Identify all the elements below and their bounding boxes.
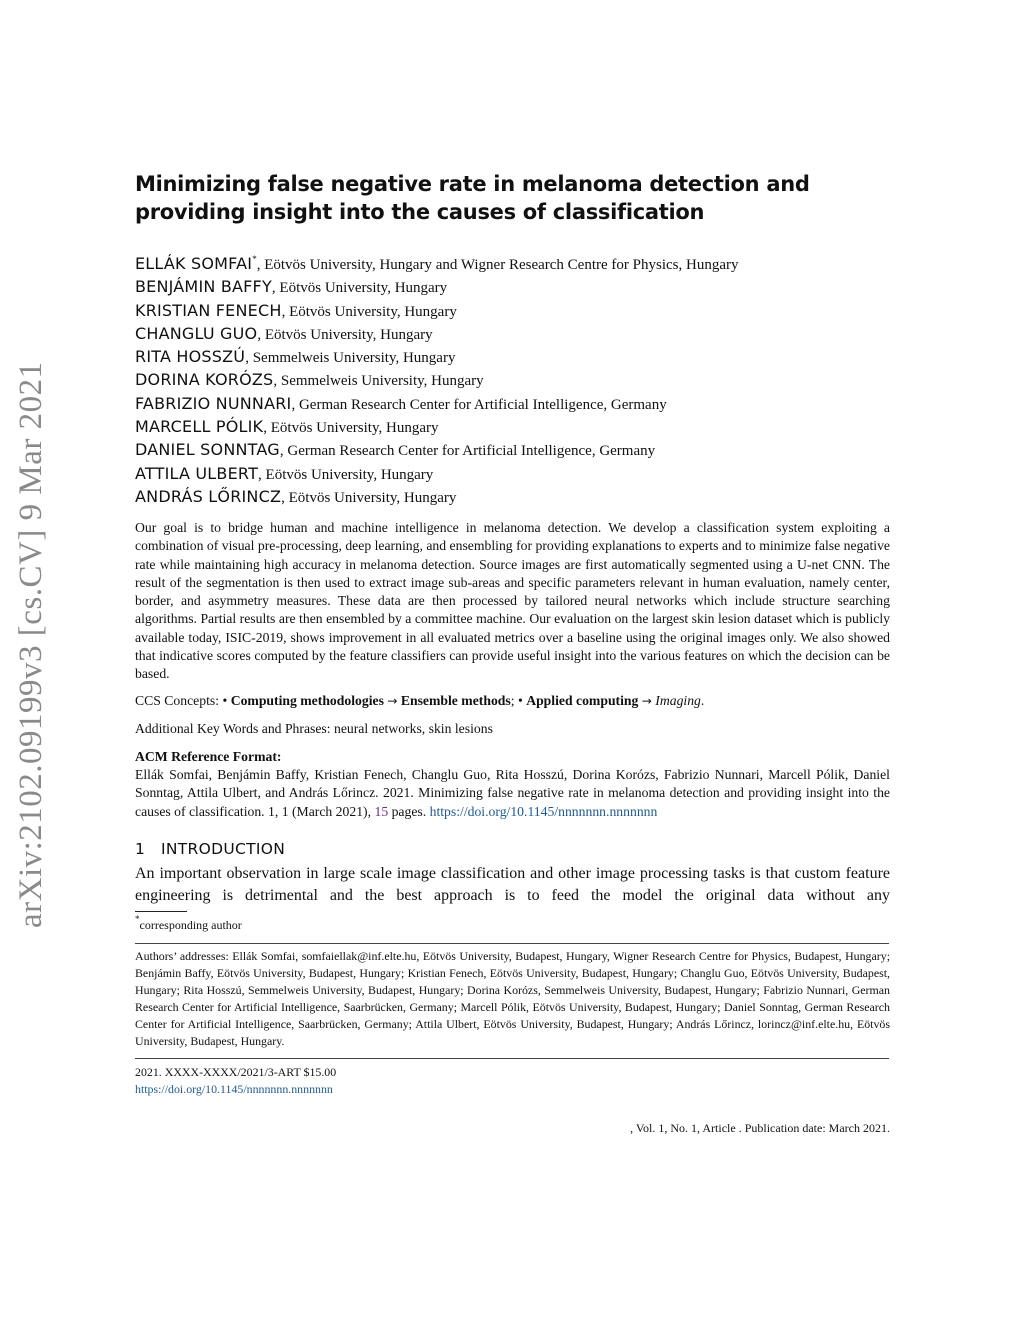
author-name: CHANGLU GUO (135, 323, 258, 343)
author-entry (135, 345, 890, 368)
author-entry (135, 485, 890, 508)
doi-link[interactable]: https://doi.org/10.1145/nnnnnnn.nnnnnnn (429, 803, 658, 819)
author-list (135, 252, 890, 508)
author-affiliation: , Semmelweis University, Hungary (245, 350, 456, 367)
abstract: Our goal is to bridge human and machine intelligence in melanoma detection. We develop a classification system exploiting a combination of visual pre-processing, deep learning, and ensembling for providing explanations to experts and to minimize false negative rate while maintaining high accuracy in melanoma detection. Source images are first automatically segmented using a U-net CNN. The result of the segmentation is then used to extract image sub-areas and specific parameters relevant in human evaluation, namely center, border, and asymmetry measures. These data are then processed by tailored neural networks which include structure searching algorithms. Partial results are then ensembled by a committee machine. Our evaluation on the largest skin lesion dataset which is publicly available today, ISIC-2019, shows improvement in all evaluated metrics over a baseline using the original images only. We also showed that indicative scores computed by the feature classifiers can provide useful insight into the various features on which the decision can be based. (135, 520, 890, 682)
footnote-text: corresponding author (139, 918, 242, 932)
author-entry (135, 275, 890, 298)
author-entry (135, 322, 890, 345)
ccs-term: Imaging (655, 693, 701, 708)
footnote (135, 914, 890, 933)
author-entry (135, 252, 890, 275)
author-name: MARCELL PÓLIK (135, 417, 264, 437)
ccs-label: CCS Concepts: (135, 693, 223, 708)
arxiv-identifier: arXiv:2102.09199v3 [cs.CV] 9 Mar 2021 (13, 361, 49, 928)
ccs-bullet: • (517, 693, 523, 708)
author-entry (135, 462, 890, 485)
author-name: ANDRÁS LŐRINCZ (135, 486, 282, 506)
publication-info: , Vol. 1, No. 1, Article . Publication date: March 2021. (630, 1121, 890, 1135)
arrow-icon: → (641, 694, 652, 708)
reference-text: Ellák Somfai, Benjámin Baffy, Kristian Fenech, Changlu Guo, Rita Hosszú, Dorina Korózs, Fabrizio Nunnari, Marcell Pólik, Daniel Sonntag, Attila Ulbert, and András Lőrincz. 2021. Minimizing false negative rate in melanoma detection and providing insight into the causes of classification. 1, 1 (March 2021), (135, 767, 890, 819)
author-affiliation: , Semmelweis University, Hungary (273, 373, 484, 390)
introduction-text: An important observation in large scale image classification and other image processing tasks is that custom feature engineering is detrimental and the best approach is to feed the model the original data without any (135, 865, 890, 904)
authors-addresses: Authors’ addresses: Ellák Somfai, somfaiellak@inf.elte.hu, Eötvös University, Budapest, Hungary, Wigner Research Centre for Physics, Budapest, Hungary; Benjámin Baffy, Eötvös University, Budapest, Hungary; Kristian Fenech, Eötvös University, Budapest, Hungary; Changlu Guo, Eötvös University, Budapest, Hungary; Rita Hosszú, Semmelweis University, Budapest, Hungary; Dorina Korózs, Semmelweis University, Budapest, Hungary; Fabrizio Nunnari, German Research Center for Artificial Intelligence, Saarbrücken, Germany; Marcell Pólik, Eötvös University, Budapest, Hungary; Daniel Sonntag, German Research Center for Artificial Intelligence, Saarbrücken, Germany; Attila Ulbert, Eötvös University, Budapest, Hungary; András Lőrincz, lorincz@inf.elte.hu, Eötvös University, Budapest, Hungary. (135, 949, 890, 1048)
author-affiliation: , Eötvös University, Hungary and Wigner Research Centre for Physics, Hungary (256, 257, 739, 273)
author-name: DORINA KORÓZS (135, 370, 274, 390)
pages-link[interactable]: 15 (374, 803, 389, 819)
copyright-doi-link[interactable]: https://doi.org/10.1145/nnnnnnn.nnnnnnn (135, 1082, 333, 1096)
reference-pages-suffix: pages. (388, 803, 430, 819)
footnote-mark: * (135, 914, 140, 924)
author-affiliation: , Eötvös University, Hungary (257, 326, 433, 343)
section-title: INTRODUCTION (161, 840, 286, 858)
keywords: Additional Key Words and Phrases: neural networks, skin lesions (135, 721, 493, 736)
author-name: KRISTIAN FENECH (135, 300, 282, 320)
author-entry (135, 415, 890, 438)
copyright-block (135, 1064, 890, 1098)
reference-format-heading: ACM Reference Format: (135, 749, 282, 764)
author-entry (135, 368, 890, 391)
ccs-separator: ; (510, 693, 518, 708)
divider (135, 943, 889, 944)
reference-format (135, 766, 890, 821)
author-affiliation: , Eötvös University, Hungary (271, 280, 448, 297)
ccs-bullet: • (222, 693, 228, 708)
author-entry (135, 299, 890, 322)
ccs-term: Ensemble methods (400, 693, 511, 708)
author-name: BENJÁMIN BAFFY (135, 277, 272, 297)
author-name: ELLÁK SOMFAI (135, 254, 253, 273)
ccs-end: . (700, 693, 705, 708)
author-affiliation: , Eötvös University, Hungary (258, 466, 434, 483)
author-affiliation: , Eötvös University, Hungary (263, 420, 439, 437)
ccs-concepts (135, 692, 890, 710)
arrow-icon: → (387, 694, 398, 708)
author-affiliation: , German Research Center for Artificial Intelligence, Germany (279, 443, 656, 460)
section-heading (135, 838, 890, 860)
paper-title: Minimizing false negative rate in melanoma detection and providing insight into the causes of classification (135, 172, 810, 224)
author-affiliation: , Eötvös University, Hungary (281, 489, 457, 506)
ccs-term: Applied computing (526, 693, 639, 708)
footnote-rule (135, 911, 187, 912)
author-name: DANIEL SONNTAG (135, 440, 280, 460)
divider (135, 1058, 889, 1059)
author-affiliation: , German Research Center for Artificial Intelligence, Germany (291, 396, 667, 413)
author-name: RITA HOSSZÚ (135, 347, 246, 367)
author-name: ATTILA ULBERT (135, 463, 259, 483)
copyright-line: 2021. XXXX-XXXX/2021/3-ART $15.00 (135, 1065, 337, 1079)
corresponding-mark: * (252, 254, 257, 264)
author-affiliation: , Eötvös University, Hungary (281, 303, 457, 320)
author-entry (135, 392, 890, 415)
author-name: FABRIZIO NUNNARI (135, 393, 292, 413)
author-entry (135, 438, 890, 461)
ccs-term: Computing methodologies (230, 693, 384, 708)
section-number: 1 (135, 840, 146, 858)
